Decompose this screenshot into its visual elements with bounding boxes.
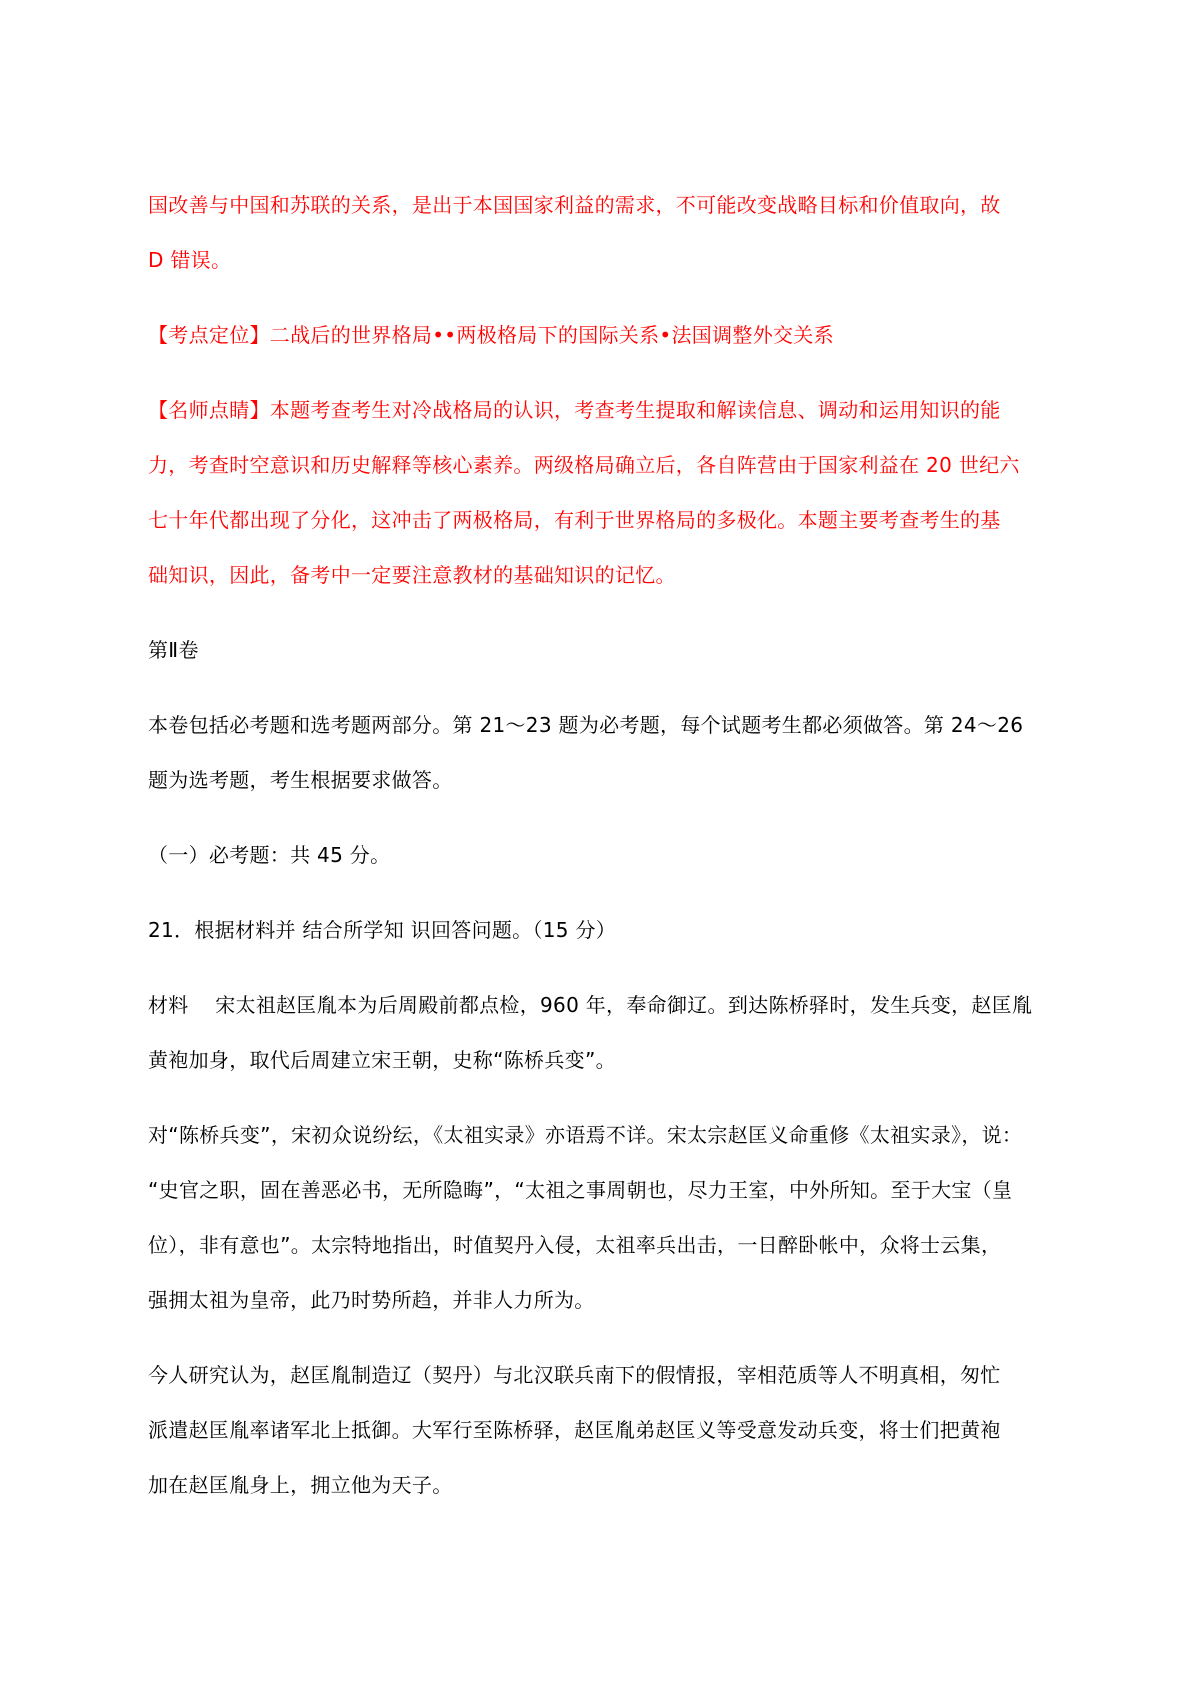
text-line: 本卷包括必考题和选考题两部分。第 21～23 题为必考题，每个试题考生都必须做答。第 24～26: [148, 713, 1024, 737]
text-line: 材料 宋太祖赵匡胤本为后周殿前都点检，960 年，奉命御辽。到达陈桥驿时，发生兵变，赵匡胤: [148, 993, 1033, 1017]
text-line: 对“陈桥兵变”，宋初众说纷纭，《太祖实录》亦语焉不详。宋太宗赵匡义命重修《太祖实录》，说：: [148, 1123, 1023, 1147]
text-line: （一）必考题：共 45 分。: [148, 843, 391, 867]
teacher-comment-paragraph: [148, 383, 1068, 603]
text-line: 七十年代都出现了分化，这冲击了两极格局，有利于世界格局的多极化。本题主要考查考生的基: [148, 508, 1001, 532]
text-line: 题为选考题，考生根据要求做答。: [148, 768, 453, 792]
text-line: 力，考查时空意识和历史解释等核心素养。两级格局确立后，各自阵营由于国家利益在 20 世纪六: [148, 453, 1020, 477]
text-line: 黄袍加身，取代后周建立宋王朝，史称“陈桥兵变”。: [148, 1048, 616, 1072]
text-line: 第Ⅱ卷: [148, 638, 199, 662]
text-line: 派遣赵匡胤率诸军北上抵御。大军行至陈桥驿，赵匡胤弟赵匡义等受意发动兵变，将士们把黄袍: [148, 1418, 1001, 1442]
question-21-prompt: [148, 903, 1068, 958]
key-point-paragraph: [148, 308, 1068, 363]
text-line: 强拥太祖为皇帝，此乃时势所趋，并非人力所为。: [148, 1288, 595, 1312]
text-line: 【考点定位】二战后的世界格局••两极格局下的国际关系•法国调整外交关系: [148, 323, 834, 347]
text-line: 加在赵匡胤身上，拥立他为天子。: [148, 1473, 453, 1497]
text-line: 21．根据材料并 结合所学知 识回答问题。（15 分）: [148, 918, 617, 942]
text-line: 国改善与中国和苏联的关系，是出于本国国家利益的需求，不可能改变战略目标和价值取向，故: [148, 193, 1001, 217]
section-instructions-paragraph: [148, 698, 1068, 808]
text-line: “史官之职，固在善恶必书，无所隐晦”，“太祖之事周朝也，尽力王室，中外所知。至于大宝（皇: [148, 1178, 1013, 1202]
answer-explanation-paragraph: [148, 178, 1068, 288]
material-paragraph-1: [148, 978, 1068, 1088]
text-line: D 错误。: [148, 248, 232, 272]
material-paragraph-2: [148, 1108, 1068, 1328]
text-line: 位），非有意也”。太宗特地指出，时值契丹入侵，太祖率兵出击，一日醉卧帐中，众将士云集，: [148, 1233, 1002, 1257]
text-line: 今人研究认为，赵匡胤制造辽（契丹）与北汉联兵南下的假情报，宰相范质等人不明真相，匆忙: [148, 1363, 1001, 1387]
text-line: 础知识，因此，备考中一定要注意教材的基础知识的记忆。: [148, 563, 676, 587]
text-line: 【名师点睛】本题考查考生对冷战格局的认识，考查考生提取和解读信息、调动和运用知识的能: [148, 398, 1001, 422]
section-heading: [148, 623, 1068, 678]
required-questions-heading: [148, 828, 1068, 883]
material-paragraph-3: [148, 1348, 1068, 1513]
document-page: [148, 178, 1068, 1533]
